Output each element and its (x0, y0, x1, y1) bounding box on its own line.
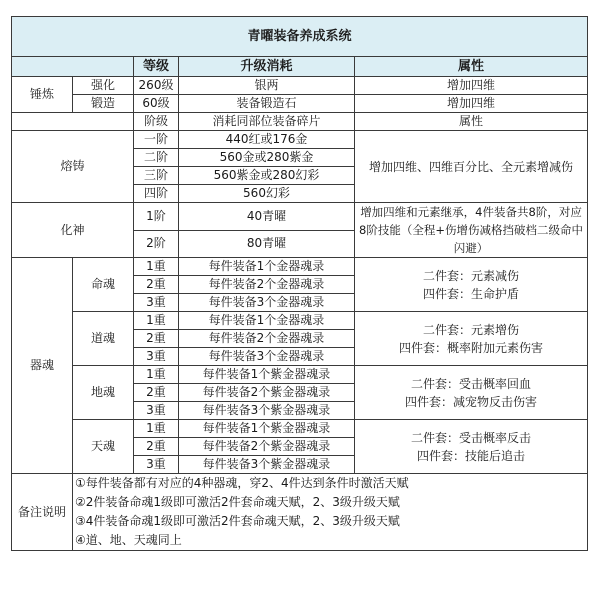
attr-cell (355, 258, 588, 312)
cost-cell: 每件装备2个紫金器魂录 (179, 438, 355, 456)
cost-cell: 每件装备1个紫金器魂录 (179, 366, 355, 384)
section-rongzhu: 熔铸 (12, 131, 134, 203)
header-cost: 升级消耗 (179, 57, 355, 77)
attr-four-piece: 四件套：技能后追击 (417, 448, 526, 463)
grade-cell: 2重 (134, 384, 179, 402)
attr-two-piece: 二件套：受击概率回血 (411, 376, 532, 391)
grade-cell: 2重 (134, 276, 179, 294)
note-line: ③4件装备命魂1级即可激活2件套命魂天赋，2、3级升级天赋 (75, 514, 400, 528)
header-attr: 属性 (355, 57, 588, 77)
grade-cell: 3重 (134, 456, 179, 474)
grade-cell: 1重 (134, 420, 179, 438)
cost-cell: 560金或280紫金 (179, 149, 355, 167)
attr-four-piece: 四件套：生命护盾 (423, 286, 520, 301)
attr-cell (355, 312, 588, 366)
cost-cell: 560幻彩 (179, 185, 355, 203)
subheader-grade: 阶级 (134, 113, 179, 131)
sub-label-daohun: 道魂 (73, 312, 134, 366)
grade-cell: 2重 (134, 438, 179, 456)
attr-cell: 增加四维、四维百分比、全元素增减伤 (355, 131, 588, 203)
grade-cell: 60级 (134, 95, 179, 113)
cost-cell: 装备锻造石 (179, 95, 355, 113)
grade-cell: 3重 (134, 348, 179, 366)
grade-cell: 一阶 (134, 131, 179, 149)
grade-cell: 1重 (134, 258, 179, 276)
notes-label: 备注说明 (12, 474, 73, 551)
cost-cell: 银两 (179, 77, 355, 95)
grade-cell: 1重 (134, 366, 179, 384)
cost-cell: 每件装备2个紫金器魂录 (179, 384, 355, 402)
subheader-blank (12, 113, 134, 131)
grade-cell: 2重 (134, 330, 179, 348)
note-line: ①每件装备都有对应的4种器魂，穿2、4件达到条件时激活天赋 (75, 476, 409, 490)
section-qihun: 器魂 (12, 258, 73, 474)
cost-cell: 440红或176金 (179, 131, 355, 149)
section-huashen: 化神 (12, 203, 134, 258)
cost-cell: 每件装备3个紫金器魂录 (179, 402, 355, 420)
attr-two-piece: 二件套：元素增伤 (423, 322, 520, 337)
sub-label: 锻造 (73, 95, 134, 113)
cost-cell: 80青曜 (179, 230, 355, 258)
cost-cell: 560紫金或280幻彩 (179, 167, 355, 185)
attr-four-piece: 四件套：概率附加元素伤害 (399, 340, 544, 355)
cost-cell: 每件装备3个金器魂录 (179, 294, 355, 312)
table-title: 青曜装备养成系统 (12, 17, 588, 57)
attr-cell: 增加四维 (355, 95, 588, 113)
cost-cell: 每件装备1个金器魂录 (179, 312, 355, 330)
grade-cell: 260级 (134, 77, 179, 95)
header-grade: 等级 (134, 57, 179, 77)
attr-cell: 增加四维 (355, 77, 588, 95)
attr-four-piece: 四件套：减宠物反击伤害 (405, 394, 538, 409)
section-chuilian: 锤炼 (12, 77, 73, 113)
cost-cell: 每件装备1个金器魂录 (179, 258, 355, 276)
grade-cell: 二阶 (134, 149, 179, 167)
subheader-attr: 属性 (355, 113, 588, 131)
cost-cell: 每件装备2个金器魂录 (179, 330, 355, 348)
note-line: ④道、地、天魂同上 (75, 533, 182, 547)
cost-cell: 每件装备3个紫金器魂录 (179, 456, 355, 474)
grade-cell: 3重 (134, 402, 179, 420)
grade-cell: 2阶 (134, 230, 179, 258)
notes-content (73, 474, 588, 551)
cost-cell: 每件装备1个紫金器魂录 (179, 420, 355, 438)
attr-cell (355, 420, 588, 474)
grade-cell: 四阶 (134, 185, 179, 203)
sub-label-dihun: 地魂 (73, 366, 134, 420)
grade-cell: 1重 (134, 312, 179, 330)
attr-cell (355, 366, 588, 420)
sub-label: 强化 (73, 77, 134, 95)
grade-cell: 三阶 (134, 167, 179, 185)
attr-cell: 增加四维和元素继承，4件装备共8阶，对应8阶技能（全程+伤增伤减格挡破档二级命中闪避） (355, 203, 588, 258)
attr-two-piece: 二件套：受击概率反击 (411, 430, 532, 445)
note-line: ②2件装备命魂1级即可激活2件套命魂天赋，2、3级升级天赋 (75, 495, 400, 509)
cost-cell: 40青曜 (179, 203, 355, 231)
subheader-cost: 消耗同部位装备碎片 (179, 113, 355, 131)
equipment-system-table (11, 16, 588, 551)
sub-label-minghun: 命魂 (73, 258, 134, 312)
cost-cell: 每件装备3个金器魂录 (179, 348, 355, 366)
attr-two-piece: 二件套：元素减伤 (423, 268, 520, 283)
sub-label-tianhun: 天魂 (73, 420, 134, 474)
cost-cell: 每件装备2个金器魂录 (179, 276, 355, 294)
header-blank (12, 57, 134, 77)
grade-cell: 3重 (134, 294, 179, 312)
grade-cell: 1阶 (134, 203, 179, 231)
